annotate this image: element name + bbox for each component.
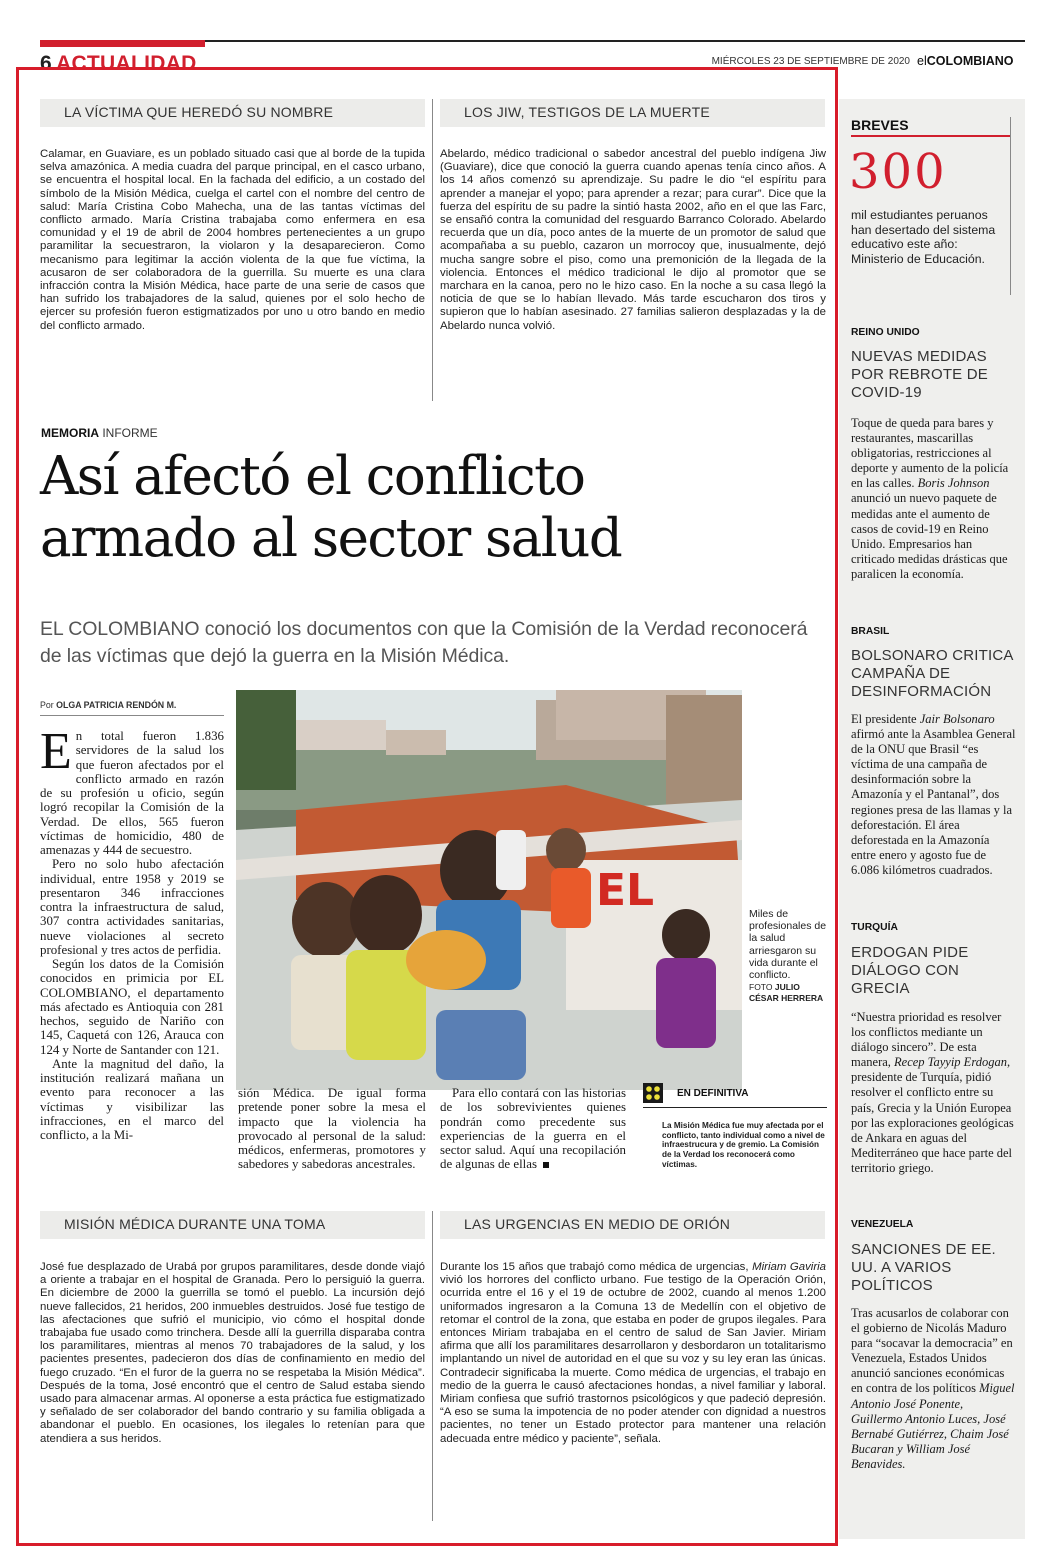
sidebar-big-number-text: mil estudiantes peruanos han desertado del sistema educativo este año: Ministerio de Educación. [851, 208, 996, 266]
article-kicker: MEMORIA INFORME [41, 426, 158, 440]
brief-text-venezuela: Tras acusarlos de colaborar con el gobierno de Nicolás Maduro para “socavar la democracia” en Venezuela, Estados Unidos anunció sanciones económicas en contra de los políticos Miguel Antonio José Ponente, Guillermo Antonio Luces, José Bernabé Gutiérrez, Chaim José Bucaran y William José Benavides. [851, 1306, 1015, 1471]
boat-scene-illustration [236, 690, 742, 1090]
box-text-victima: Calamar, en Guaviare, es un poblado situado casi que al borde de la tupida selva amazónica. A media cuadra del parque principal, en el casco urbano, se encuentra el hospital local. En la fachada del edificio, a un costado del símbolo de la Misión Médica, cuelga el cartel con el nombre del centro de salud: María Cristina Cobo Mahecha, una de las tantas víctimas del conflicto armado. María Cristina trabajaba como enfermera en esa comunidad y el 19 de abril de 2004 hombres pertenecientes a un grupo paramilitar la secuestraron, la violaron y la desaparecieron. Como mecanismo para legitimar la acción violenta de la que fue víctima, la acusaron de ser colaboradora de la guerrilla. Su muerte es una clara infracción contra la Misión Médica, hace parte de una serie de casos que han sufrido los trabajadores de la salud, quienes por el solo hecho de ejercer su profesión fueron estigmatizados por uno u otro bando en medio del conflicto armado. [40, 148, 425, 332]
byline: Por OLGA PATRICIA RENDÓN M. [40, 700, 177, 710]
en-definitiva-text: La Misión Médica fue muy afectada por el conflicto, tanto individual como a nivel de infraestrucura y de gremio. La Comisión de la Verdad los reconocerá como víctimas. [662, 1121, 825, 1169]
section-name: ACTUALIDAD [55, 52, 197, 75]
brief-text-turquia: “Nuestra prioridad es resolver los conflictos mediante un diálogo sincero”. De esta manera, Recep Tayyip Erdogan, presidente de Turquía, pidió resolver el conflicto entre su país, Grecia y la Unión Europea por las exploraciones geológicas de Ankara en aguas del Mediterráneo que hace parte del territorio griego. [851, 1010, 1014, 1175]
sidebar-heading: BREVES [851, 117, 909, 133]
brief-category-brasil: BRASIL [851, 626, 890, 637]
brief-title-venezuela: SANCIONES DE EE. UU. A VARIOS POLÍTICOS [851, 1241, 996, 1294]
brief-category-reino-unido: REINO UNIDO [851, 327, 920, 338]
byline-rule [40, 715, 224, 716]
drop-cap: E [40, 723, 72, 780]
section-color-bar [40, 40, 205, 47]
column-divider [432, 99, 433, 401]
box-text-jiw: Abelardo, médico tradicional o sabedor ancestral del pueblo indígena Jiw (Guaviare), dice que conoció la guerra cuando apenas tenía cinco años. A los 14 años comenzó su aprendizaje. Su padre le dio “el espíritu para aprender a manejar el yopo; para aprender a rezar; para curar”. Dice que la fuerza del espíritu de su padre la sintió hasta 2002, año en el que las Farc, se ensañó contra la comunidad del resguardo Barranco Colorado. Abelardo recuerda que un día, poco antes de la muerte de un promotor de salud que acompañaba a su pueblo, cazaron un morrocoy que, inusualmente, dejó mucha sangre sobre el piso, como una premonición de la llegada de la violencia. Entonces el médico tradicional le dijo al promotor que se marchara en la canoa, pero no le hizo caso. En la noche a su casa llegó la noticia de que se lo habían llevado. Más tarde escucharon dos tiros y supieron que lo habían asesinado. 27 familias salieron desplazadas y la de Abelardo nunca volvió. [440, 148, 826, 332]
column-divider [432, 1211, 433, 1521]
en-definitiva-icon [643, 1083, 663, 1103]
dateline: MIÉRCOLES 23 DE SEPTIEMBRE DE 2020 [711, 56, 910, 67]
article-deck: EL COLOMBIANO conoció los documentos con que la Comisión de la Verdad reconocerá de las víctimas que dejó la guerra en la Misión Médica. [40, 618, 808, 667]
page-number: 6 [40, 52, 52, 75]
brief-title-turquia: ERDOGAN PIDE DIÁLOGO CON GRECIA [851, 944, 969, 997]
box-text-orion: Durante los 15 años que trabajó como médica de urgencias, Miriam Gaviria vivió los horrores del conflicto urbano. Fue testigo de la Operación Orión, ocurrida entre el 16 y el 19 de octubre de 2002, cuando al menos 1.200 uniformados ingresaron a la Comuna 13 de Medellín con el objetivo de retomar el control de la zona, que estaba en poder de grupos ilegales. Para entonces Miriam trabajaba en el centro de salud de San Javier. Miriam afirma que allí los paramilitares desarrollaron y desbordaron un totalitarismo implantando un nivel de autoridad en el que su voz y su ley eran las únicas. Contradecir significaba la muerte. Como médica de urgencias, el trabajo en medio de la guerra le causó afectaciones hondas, a nivel familiar y laboral. Miriam confiesa que sufrió trastornos psicológicos y que padeció depresión. “A eso se suma la impotencia de no poder atender con dignidad a nuestros pacientes, no tener un Estado protector para mantener una relación adecuada entre médico y paciente”, señala. [440, 1261, 826, 1445]
brief-category-turquia: TURQUÍA [851, 922, 898, 933]
en-definitiva-rule [643, 1107, 827, 1108]
svg-text:EL: EL [596, 865, 655, 916]
article-column-1: En total fueron 1.836 servidores de la salud los que fueron afectados por el conflicto armado en razón de su profesión u oficio, según logró recopilar la Comisión de la Verdad. De ellos, 565 fueron víctimas de homicidio, 480 de amenazas y 444 de secuestro. Pero no solo hubo afectación individual, entre 1958 y 2019 se presentaron 346 infracciones contra la infraestructura de salud, 307 contra actividades sanitarias, nueve violaciones al secreto profesional y tres actos de perfidia. Según los datos de la Comisión conocidos en primicia por EL COLOMBIANO, el departamento más afectado es Antioquia con 281 hechos, seguido de Nariño con 145, Caquetá con 126, Arauca con 124 y Norte de Santander con 121. Ante la magnitud del daño, la institución realizará mañana un evento para reconocer a las víctimas y visibilizar las infracciones, en el marco del conflicto, a la Mi- [40, 723, 224, 1142]
photo-credit: FOTO JULIO CÉSAR HERRERA [749, 982, 824, 1004]
box-heading-victima: LA VÍCTIMA QUE HEREDÓ SU NOMBRE [40, 99, 425, 127]
box-text-toma: José fue desplazado de Urabá por grupos paramilitares, desde donde viajó a oriente a trabajar en el hospital de Granada. Pero lo persiguió la guerra. En diciembre de 2000 la guerrilla se tomó el pueblo. La incursión dejó nueve fallecidos, 21 heridos, 200 inmuebles destruidos. José fue testigo de las afectaciones que sufrió el municipio, vio cómo el hospital donde trabajaba fue usado como trinchera. Desde allí la guerrilla disparaba contra los paramilitares, mientras al menos 70 trabajadores de la salud, y los pacientes presentes, padecieron dos días de confinamiento en medio del fuego cruzado. “En el furor de la guerra no se respetaba la Misión Médica”. Después de la toma, José encontró que el centro de Salud estaba siendo usado para almacenar armas. Al oponerse a esta práctica fue estigmatizado y señalado de ser colaborador del bando contrario y su familia obligada a abandonar el pueblo. En ocasiones, los ilegales lo retenían para que atendiera a sus heridos. [40, 1261, 425, 1445]
brief-title-brasil: BOLSONARO CRITICA CAMPAÑA DE DESINFORMACIÓN [851, 647, 1013, 700]
brief-text-reino-unido: Toque de queda para bares y restaurantes, mascarillas obligatorias, restricciones al deporte y aumento de la policía en las calles. Boris Johnson anunció un nuevo paquete de medidas ante el aumento de casos de covid-19 en Reino Unido. Empresarios han criticado medidas drásticas que paralicen la economía. [851, 416, 1009, 581]
brief-category-venezuela: VENEZUELA [851, 1219, 914, 1230]
brief-title-reino-unido: NUEVAS MEDIDAS POR REBROTE DE COVID-19 [851, 348, 988, 401]
brief-text-brasil: El presidente Jair Bolsonaro afirmó ante la Asamblea General de la ONU que Brasil “es víctima de una campaña de desinformación sobre la Amazonía y el Pantanal”, dos regiones presa de las llamas y la deforestación. El área deforestada en la Amazonía entre enero y agosto fue de 6.086 kilómetros cuadrados. [851, 712, 1016, 877]
article-column-2: sión Médica. De igual forma pretende poner sobre la mesa el impacto que la violencia ha provocado al personal de la salud: médicos, enfermeras, promotores y sabedores y sabedoras ancestrales. [238, 1086, 426, 1172]
newspaper-logo: elCOLOMBIANO [917, 54, 1014, 68]
end-of-article-mark [543, 1162, 549, 1168]
sidebar-heading-rule [851, 135, 1011, 137]
article-column-3: Para ello contará con las historias de los sobrevivientes quienes pondrán como precedente sus experiencias de la guerra en el sector salud. Aquí una recopilación de algunas de ellas [440, 1086, 626, 1172]
photo-caption: Miles de profesionales de la salud arriesgaron su vida durante el conflicto. FOTO JULIO CÉSAR HERRERA [749, 908, 827, 1004]
box-heading-toma: MISIÓN MÉDICA DURANTE UNA TOMA [40, 1211, 425, 1239]
box-heading-orion: LAS URGENCIAS EN MEDIO DE ORIÓN [440, 1211, 825, 1239]
article-photo [236, 690, 742, 1090]
sidebar-big-number: 300 [849, 144, 947, 200]
en-definitiva-title: EN DEFINITIVA [677, 1088, 749, 1099]
sidebar-vertical-rule [1010, 117, 1011, 295]
article-headline: Así afectó el conflicto armado al sector salud [40, 446, 622, 569]
box-heading-jiw: LOS JIW, TESTIGOS DE LA MUERTE [440, 99, 825, 127]
